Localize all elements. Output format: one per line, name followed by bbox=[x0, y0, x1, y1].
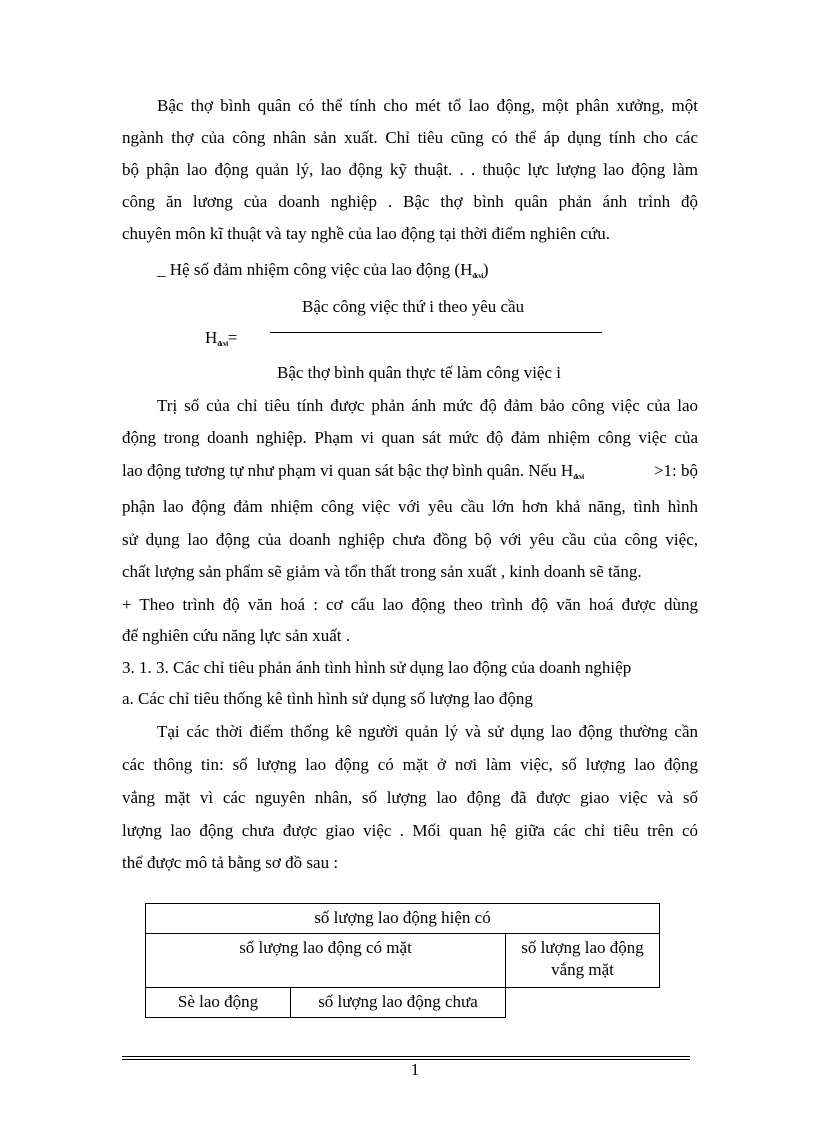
footer-rule-top bbox=[122, 1056, 690, 1057]
diagram-absent-line1: số lượng lao động bbox=[521, 938, 644, 957]
para2-line6: chất lượng sản phẩm sẽ giảm và tổn thất trong sản xuất , kinh doanh sẽ tăng. bbox=[122, 562, 642, 581]
diagram-total: số lượng lao động hiện có bbox=[146, 904, 660, 934]
para1-line2: ngành thợ của công nhân sản xuất. Chỉ tiêu cũng có thể áp dụng tính cho các bbox=[122, 128, 698, 147]
para2-line1: Trị số của chỉ tiêu tính được phản ánh mức độ đảm bảo công việc của lao bbox=[157, 396, 698, 415]
para1-line1: Bậc thợ bình quân có thể tính cho mét tổ lao động, một phân xưởng, một bbox=[157, 96, 698, 115]
diagram-empty-cell bbox=[506, 988, 660, 1018]
page-number: 1 bbox=[410, 1060, 420, 1079]
para4-line4: lượng lao động chưa được giao việc . Mối quan hệ giữa các chỉ tiêu trên có bbox=[122, 821, 698, 840]
formula-denominator: Bậc thợ bình quân thực tế làm công việc i bbox=[277, 363, 561, 382]
formula-fraction-bar bbox=[270, 332, 602, 333]
diagram-unassigned: số lượng lao động chưa bbox=[291, 988, 506, 1018]
diagram-present: số lượng lao động có mặt bbox=[146, 934, 506, 988]
para2-line5: sử dụng lao động của doanh nghiệp chưa đồng bộ với yêu cầu của công việc, bbox=[122, 530, 698, 549]
para1-line5: chuyên môn kĩ thuật và tay nghề của lao động tại thời điểm nghiên cứu. bbox=[122, 224, 610, 243]
para2-line2: động trong doanh nghiệp. Phạm vi quan sát mức độ đảm nhiệm công việc của bbox=[122, 428, 698, 447]
para4-line3: vắng mặt vì các nguyên nhân, số lượng lao động đã được giao việc và số bbox=[122, 788, 698, 807]
para4-line5: thể được mô tả bằng sơ đồ sau : bbox=[122, 853, 339, 872]
para1-line4: công ăn lương của doanh nghiệp . Bậc thợ bình quân phản ánh trình độ bbox=[122, 192, 698, 211]
diagram-absent-line2: vắng mặt bbox=[551, 960, 614, 979]
para2-line4: phận lao động đảm nhiệm công việc với yêu cầu lớn hơn khả năng, tình hình bbox=[122, 497, 698, 516]
formula-lhs: $H_{đcvi}=$ bbox=[205, 328, 238, 348]
para4-line2: các thông tin: số lượng lao động có mặt ở nơi làm việc, số lượng lao động bbox=[122, 755, 698, 774]
diagram-assigned: Sè lao động bbox=[146, 988, 291, 1018]
formula-numerator: Bậc công việc thứ i theo yêu cầu bbox=[302, 297, 525, 316]
para1-line3: bộ phận lao động quản lý, lao động kỹ thuật. . . thuộc lực lượng lao động làm bbox=[122, 160, 698, 179]
subsection-heading: a. Các chỉ tiêu thống kê tình hình sử dụng số lượng lao động bbox=[122, 689, 533, 708]
labor-diagram bbox=[145, 903, 660, 1018]
para3-line1: + Theo trình độ văn hoá : cơ cấu lao động theo trình độ văn hoá được dùng bbox=[122, 595, 698, 614]
section-heading: 3. 1. 3. Các chỉ tiêu phản ánh tình hình sử dụng lao động của doanh nghiệp bbox=[122, 658, 632, 677]
para3-line2: để nghiên cứu năng lực sản xuất . bbox=[122, 626, 351, 645]
para4-line1: Tại các thời điểm thống kê người quản lý và sử dụng lao động thường cần bbox=[157, 722, 698, 741]
heading-coefficient: _ Hệ số đảm nhiệm công việc của lao động $(H_{đcvi})$ bbox=[157, 260, 489, 280]
para2-line3: lao động tương tự như phạm vi quan sát bậc thợ bình quân. Nếu $H_{đcvi}$ >1: bộ bbox=[122, 461, 698, 481]
diagram-absent bbox=[506, 934, 660, 988]
